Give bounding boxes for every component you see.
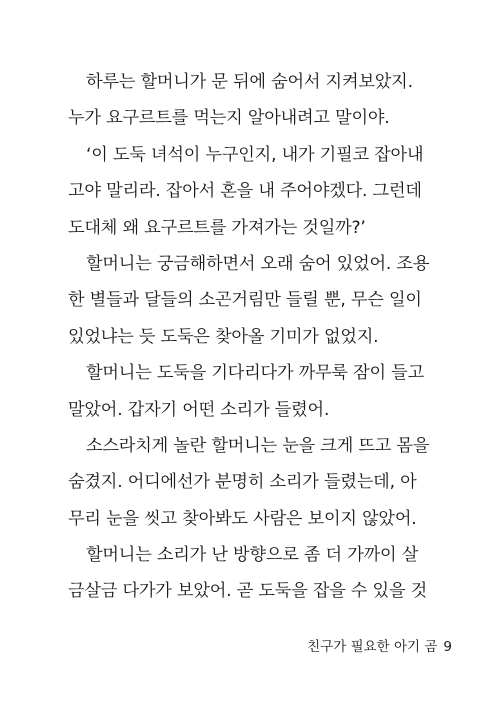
text-line: 소스라치게 놀란 할머니는 눈을 크게 뜨고 몸을 (86, 435, 430, 456)
page-number: 9 (443, 639, 452, 655)
text-line: 하루는 할머니가 문 뒤에 숨어서 지켜보았지. (86, 72, 413, 92)
text-line: ‘이 도둑 녀석이 누구인지, 내가 기필코 잡아내 (86, 144, 424, 165)
text-line: 도대체 왜 요구르트를 가져가는 것일까?’ (68, 217, 366, 238)
text-line: 할머니는 궁금해하면서 오래 숨어 있었어. 조용 (86, 253, 430, 274)
body-text (68, 64, 448, 610)
text-line: 누가 요구르트를 먹는지 알아내려고 말이야. (68, 108, 390, 129)
text-line: 있었냐는 듯 도둑은 찾아올 기미가 없었지. (68, 326, 379, 347)
text-line: 금살금 다가가 보았어. 곧 도둑을 잡을 수 있을 것 (68, 581, 428, 602)
running-book-title: 친구가 필요한 아기 곰 (307, 639, 438, 655)
text-line: 무리 눈을 씻고 찾아봐도 사람은 보이지 않았어. (68, 508, 417, 529)
text-line: 고야 말리라. 잡아서 혼을 내 주어야겠다. 그런데 (68, 181, 422, 202)
text-line: 한 별들과 달들의 소곤거림만 들릴 뿐, 무슨 일이 (68, 290, 422, 311)
text-line: 숨겼지. 어디에선가 분명히 소리가 들렸는데, 아 (68, 472, 417, 493)
page-footer (307, 637, 452, 657)
text-line: 말았어. 갑자기 어떤 소리가 들렸어. (68, 399, 330, 420)
text-line: 할머니는 도둑을 기다리다가 까무룩 잠이 들고 (86, 363, 424, 384)
text-line: 할머니는 소리가 난 방향으로 좀 더 가까이 살 (86, 545, 419, 566)
